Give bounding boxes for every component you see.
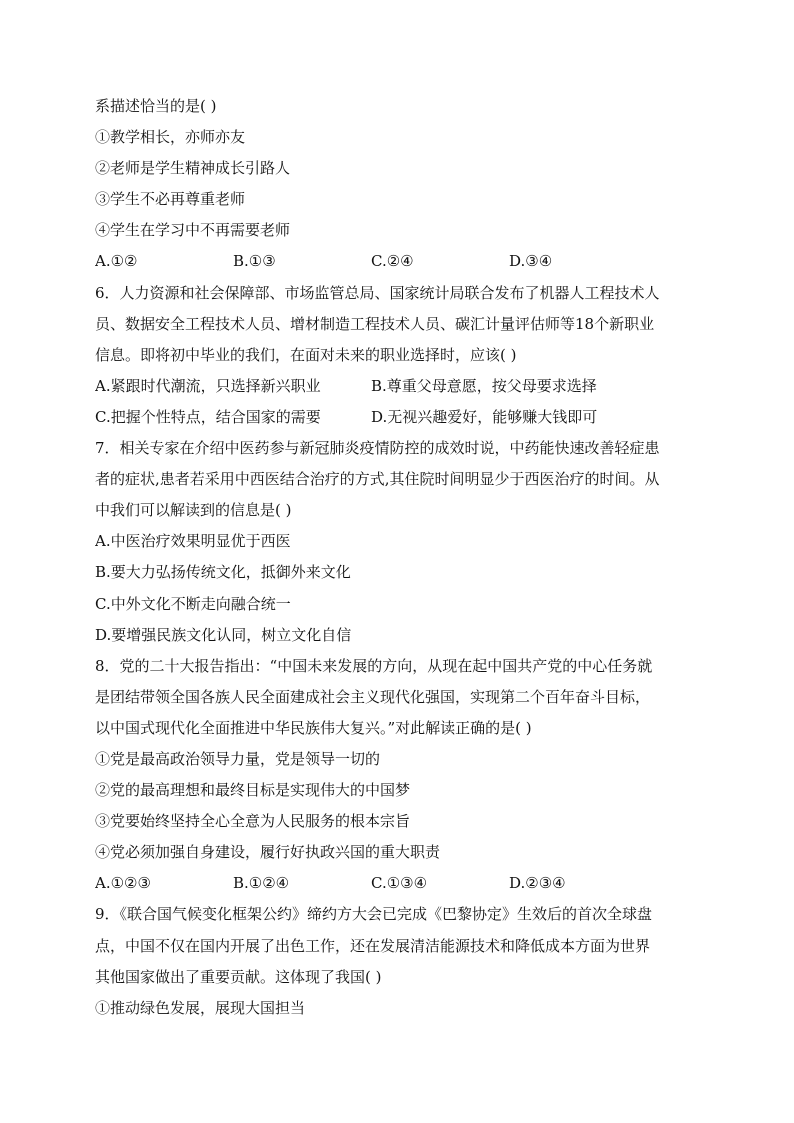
question-8-stem-line: 是团结带领全国各族人民全面建成社会主义现代化强国，实现第二个百年奋斗目标，	[95, 687, 651, 706]
q8-option-b: B.①②④	[233, 874, 290, 893]
q8-option-a: A.①②③	[95, 874, 151, 893]
q8-item-3: ③党要始终坚持全心全意为人民服务的根本宗旨	[95, 812, 411, 831]
q5-item-3: ③学生不必再尊重老师	[95, 190, 246, 209]
q6-option-c: C.把握个性特点，结合国家的需要	[95, 407, 321, 426]
question-6-stem-line: 员、数据安全工程技术人员、增材制造工程技术人员、碳汇计量评估师等18个新职业	[95, 314, 655, 333]
q5-options	[95, 246, 705, 277]
q8-item-1: ①党是最高政治领导力量，党是领导一切的	[95, 749, 381, 768]
q7-option-c: C.中外文化不断走向融合统一	[95, 594, 291, 613]
q9-item-1: ①推动绿色发展，展现大国担当	[95, 998, 306, 1017]
question-7-stem-line: 者的症状,患者若采用中西医结合治疗的方式,其住院时间明显少于西医治疗的时间。从	[95, 470, 660, 489]
q6-options-row-1	[95, 371, 705, 402]
question-6-stem-line: 6．人力资源和社会保障部、市场监管总局、国家统计局联合发布了机器人工程技术人	[95, 283, 660, 302]
page-content	[95, 91, 705, 1024]
q6-option-a: A.紧跟时代潮流，只选择新兴职业	[95, 376, 321, 395]
question-9-stem-line: 其他国家做出了重要贡献。这体现了我国( )	[95, 967, 382, 986]
q8-item-4: ④党必须加强自身建设，履行好执政兴国的重大职责	[95, 843, 441, 862]
question-7-stem-line: 中我们可以解读到的信息是( )	[95, 501, 292, 520]
q5-option-a: A.①②	[95, 252, 138, 271]
q7-option-a: A.中医治疗效果明显优于西医	[95, 532, 291, 551]
q5-option-d: D.③④	[509, 252, 553, 271]
q7-option-b: B.要大力弘扬传统文化，抵御外来文化	[95, 563, 351, 582]
q6-option-b: B.尊重父母意愿，按父母要求选择	[371, 376, 597, 395]
q5-item-2: ②老师是学生精神成长引路人	[95, 159, 291, 178]
question-9-stem-line: 9．《联合国气候变化框架公约》缔约方大会已完成《巴黎协定》生效后的首次全球盘	[95, 905, 653, 924]
question-8-stem-line: 8．党的二十大报告指出：“中国未来发展的方向，从现在起中国共产党的中心任务就	[95, 656, 653, 675]
q6-options-row-2	[95, 402, 705, 433]
q8-option-c: C.①③④	[371, 874, 428, 893]
q5-option-c: C.②④	[371, 252, 414, 271]
q8-options	[95, 868, 705, 899]
q5-item-4: ④学生在学习中不再需要老师	[95, 221, 291, 240]
question-7-stem-line: 7．相关专家在介绍中医药参与新冠肺炎疫情防控的成效时说，中药能快速改善轻症患	[95, 439, 660, 458]
q5-item-1: ①教学相长，亦师亦友	[95, 128, 246, 147]
q6-option-d: D.无视兴趣爱好，能够赚大钱即可	[371, 407, 598, 426]
q5-option-b: B.①③	[233, 252, 276, 271]
question-5-stem: 系描述恰当的是( )	[95, 97, 217, 115]
q7-option-d: D.要增强民族文化认同，树立文化自信	[95, 625, 352, 644]
question-9-stem-line: 点，中国不仅在国内开展了出色工作，还在发展清洁能源技术和降低成本方面为世界	[95, 936, 651, 955]
question-6-stem-line: 信息。即将初中毕业的我们，在面对未来的职业选择时，应该( )	[95, 345, 517, 364]
q8-option-d: D.②③④	[509, 874, 566, 893]
q8-item-2: ②党的最高理想和最终目标是实现伟大的中国梦	[95, 781, 411, 800]
question-8-stem-line: 以中国式现代化全面推进中华民族伟大复兴。”对此解读正确的是( )	[95, 718, 532, 737]
